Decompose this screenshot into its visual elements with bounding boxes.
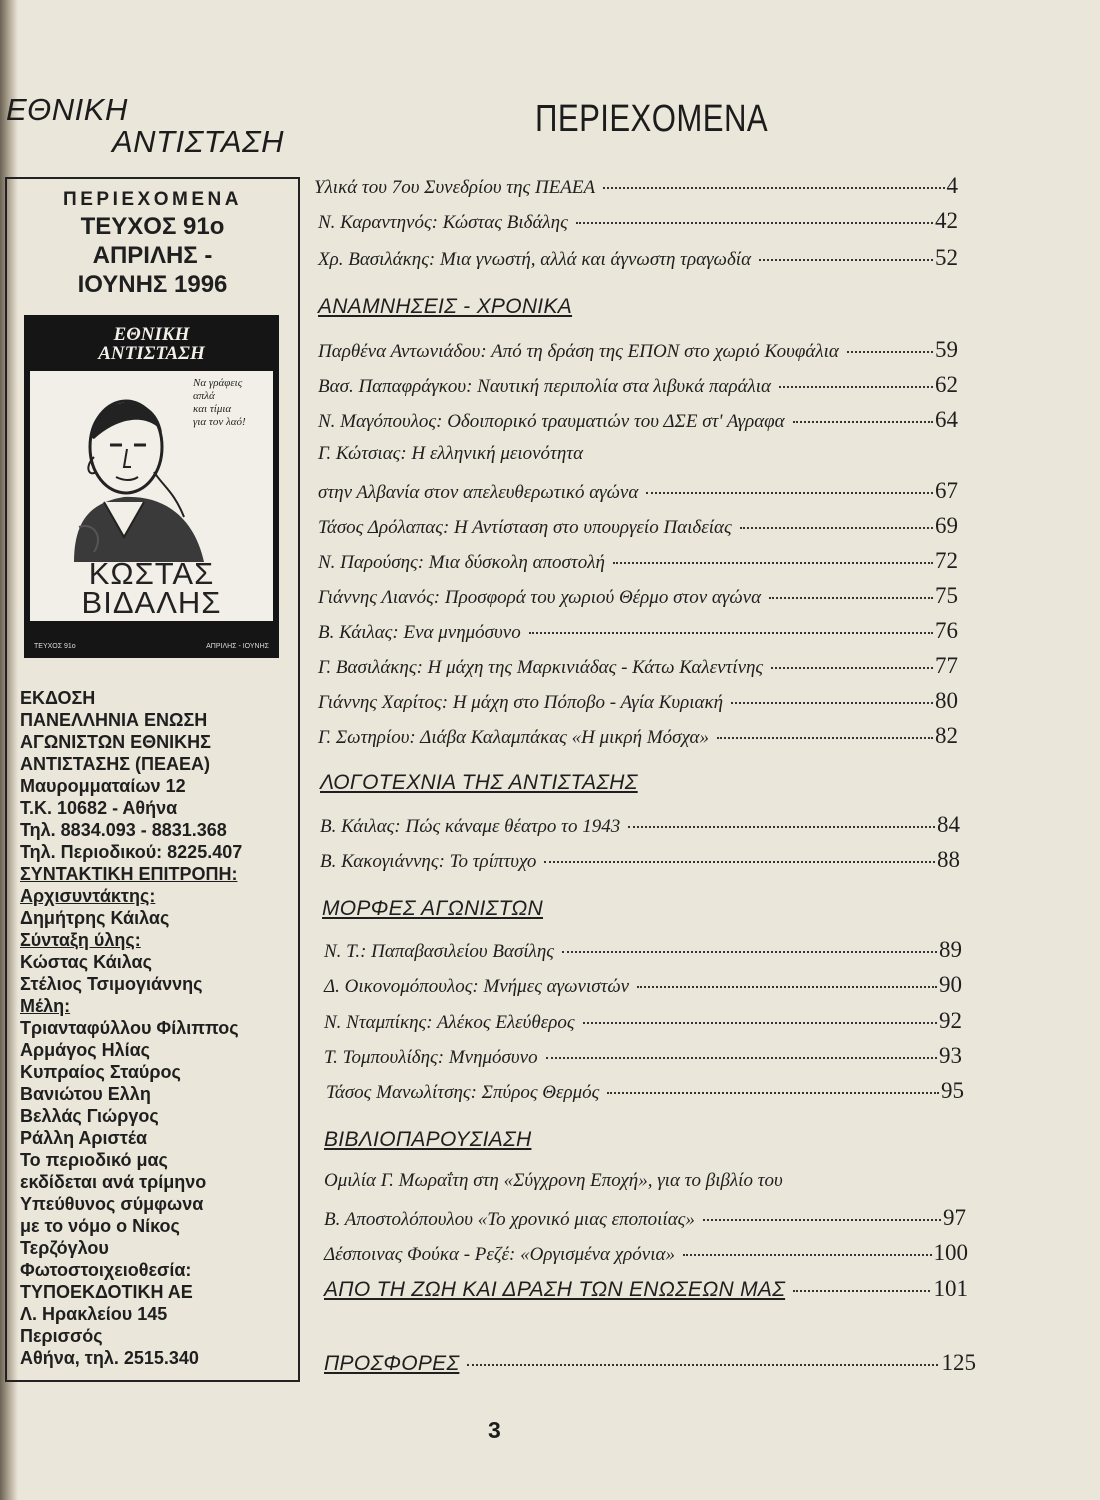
toc-entry-title: Τάσος Μανωλίτσης: Σπύρος Θερμός [326,1082,600,1103]
toc-entry [318,618,958,644]
page-number: 3 [488,1417,501,1443]
leader-dots [607,1092,939,1094]
toc-entry [324,972,962,998]
info-line: Ράλλη Αριστέα [20,1128,148,1148]
section-entry [324,1350,976,1376]
toc-entry-title: Γιάννης Λιανός: Προσφορά του χωριού Θέρμο στον αγώνα [318,587,762,608]
toc-entry [320,847,960,873]
toc-entry-page: 76 [935,618,958,643]
cover-quote-line2: απλά [193,390,215,402]
leader-dots [771,667,933,669]
leader-dots [717,737,933,739]
toc-entry-page: 67 [935,478,958,503]
leader-dots [613,562,933,564]
toc-entry-page: 77 [935,653,958,678]
toc-entry-page: 90 [939,972,962,997]
section-entry [324,1276,968,1302]
leader-dots [646,492,933,494]
info-line: Αρχισυντάκτης: [20,886,156,906]
toc-entry-title: Ν. Μαγόπουλος: Οδοιπορικό τραυματιών του ΔΣΕ στ' Αγραφα [318,411,785,432]
toc-entry [324,1240,968,1266]
sidebar-date-line1: ΑΠΡΙΛΗΣ - [92,242,213,269]
toc-entry [318,407,958,433]
leader-dots [562,951,937,953]
toc-entry-title: Δέσποινας Φούκα - Ρεζέ: «Οργισμένα χρόνια» [324,1244,675,1265]
toc-entry [324,1008,962,1034]
info-line: Αθήνα, τηλ. 2515.340 [20,1348,199,1368]
section-heading: ΜΟΡΦΕΣ ΑΓΩΝΙΣΤΩΝ [322,897,544,920]
toc-entry-title: Τ. Τομπουλίδης: Μνημόσυνο [324,1047,538,1068]
leader-dots [576,222,933,224]
info-line: ΑΓΩΝΙΣΤΩΝ ΕΘΝΙΚΗΣ [20,732,211,752]
toc-entry-title: Τάσος Δρόλαπας: Η Αντίσταση στο υπουργείο Παιδείας [318,517,732,538]
info-line: Τηλ. 8834.093 - 8831.368 [20,820,227,840]
info-line: Κυπραίος Σταύρος [20,1062,181,1082]
toc-entry [318,337,958,363]
toc-entry [318,372,958,398]
cover-title-line1: ΕΘΝΙΚΗ [113,324,190,345]
toc-entry [318,478,958,504]
info-line: με το νόμο ο Νίκος [20,1216,180,1236]
toc-entry-page: 82 [935,723,958,748]
leader-dots [628,826,935,828]
sidebar-issue: ΤΕΥΧΟΣ 91ο [80,213,225,240]
info-line: Μέλη: [20,996,71,1016]
info-line: Λ. Ηρακλείου 145 [20,1304,168,1324]
toc-entry [324,937,962,963]
info-line: Τηλ. Περιοδικού: 8225.407 [20,842,243,862]
toc-entry-title: Παρθένα Αντωνιάδου: Από τη δράση της ΕΠΟΝ στο χωριό Κουφάλια [318,341,839,362]
toc-entry-page: 84 [937,812,960,837]
info-line: εκδίδεται ανά τρίμηνο [20,1172,207,1192]
toc-entry-title: Γ. Βασιλάκης: Η μάχη της Μαρκινιάδας - Κάτω Καλεντίνης [318,657,764,678]
toc-entry-title: Ν. Τ.: Παπαβασιλείου Βασίλης [324,941,554,962]
info-line: Κώστας Κάιλας [20,952,152,972]
section-entry-page: 125 [941,1350,976,1375]
toc-entry-page: 62 [935,372,958,397]
toc-entry [318,245,958,271]
info-line: ΑΝΤΙΣΤΑΣΗΣ (ΠΕΑΕΑ) [20,754,211,774]
cover-foot-left: ΤΕΥΧΟΣ 91ο [34,643,76,650]
sidebar-heading: ΠΕΡΙΕΧΟΜΕΝΑ [63,189,242,210]
toc-entry [318,583,958,609]
cover-foot-right: ΑΠΡΙΛΗΣ - ΙΟΥΝΗΣ [206,643,269,650]
info-line: Το περιοδικό μας [20,1150,168,1170]
toc-entry-title: Χρ. Βασιλάκης: Μια γνωστή, αλλά και άγνωστη τραγωδία [318,249,752,270]
info-line: Τερζόγλου [20,1238,109,1258]
toc-entry-title: Β. Αποστολόπουλου «Το χρονικό μιας εποποιίας» [324,1209,695,1230]
toc-entry [314,173,958,199]
toc-entry-title: Βασ. Παπαφράγκου: Ναυτική περιπολία στα λιβυκά παράλια [318,376,772,397]
leader-dots [769,597,933,599]
leader-dots [740,527,933,529]
section-entry-title: ΑΠΟ ΤΗ ΖΩΗ ΚΑΙ ΔΡΑΣΗ ΤΩΝ ΕΝΩΣΕΩΝ ΜΑΣ [324,1278,786,1301]
toc-entry [324,1043,962,1069]
cover-quote-line3: και τίμια [193,403,232,415]
cover-quote-line1: Να γράφεις [193,377,243,389]
leader-dots [544,861,935,863]
info-line: Βανιώτου Ελλη [20,1084,151,1104]
toc-entry-title: Ν. Νταμπίκης: Αλέκος Ελεύθερος [324,1012,575,1033]
toc-entry-page: 89 [939,937,962,962]
info-line: Φωτοστοιχειοθεσία: [20,1260,192,1280]
toc-entry-title: Γιάννης Χαρίτος: Η μάχη στο Πόποβο - Αγία Κυριακή [318,692,724,713]
toc-entry-page: 80 [935,688,958,713]
toc-entry-page: 69 [935,513,958,538]
leader-dots [703,1219,941,1221]
toc-entry [320,812,960,838]
toc-entry-page: 100 [933,1240,968,1265]
toc-entry-page: 59 [935,337,958,362]
magazine-title-line1: ΕΘΝΙΚΗ [6,92,128,127]
toc-entry [318,723,958,749]
info-line: Υπεύθυνος σύμφωνα [20,1194,204,1214]
toc-entry-page: 64 [935,407,958,432]
info-line: Τ.Κ. 10682 - Αθήνα [20,798,178,818]
leader-dots [583,1022,937,1024]
toc-entry [318,513,958,539]
toc-entry-page: 93 [939,1043,962,1068]
leader-dots [731,702,933,704]
leader-dots [546,1057,937,1059]
info-line: Στέλιος Τσιμογιάννης [20,974,203,994]
toc-entry-title: Ν. Καραντηνός: Κώστας Βιδάλης [318,212,568,233]
toc-entry-title: Γ. Κώτσιας: Η ελληνική μειονότητα [318,443,584,464]
info-line: ΠΑΝΕΛΛΗΝΙΑ ΕΝΩΣΗ [20,710,208,730]
leader-dots [637,986,937,988]
cover-quote-line4: για τον λαό! [193,416,246,428]
toc-entry-title: Β. Κάιλας: Ενα μνημόσυνο [318,622,521,643]
toc-entry-title: Γ. Σωτηρίου: Διάβα Καλαμπάκας «Η μικρή Μόσχα» [318,727,709,748]
toc-entry-page: 72 [935,548,958,573]
info-line: Βελλάς Γιώργος [20,1106,159,1126]
cover-name-line1: ΚΩΣΤΑΣ [88,556,215,591]
toc-entry-page: 88 [937,847,960,872]
sidebar-date-line2: ΙΟΥΝΗΣ 1996 [77,271,228,298]
info-line: ΕΚΔΟΣΗ [20,688,96,708]
section-entry-title: ΠΡΟΣΦΟΡΕΣ [324,1352,460,1375]
info-line: Μαυρομματαίων 12 [20,776,186,796]
info-line: Αρμάγος Ηλίας [20,1040,151,1060]
info-line: Σύνταξη ύλης: [20,930,141,950]
toc-entry [318,653,958,679]
leader-dots [603,187,944,189]
leader-dots [793,421,933,423]
toc-entry-page: 42 [935,208,958,233]
toc-entry-title: Β. Κακογιάννης: Το τρίπτυχο [320,851,537,872]
cover-name-line2: ΒΙΔΑΛΗΣ [81,585,222,620]
page-heading: ΠΕΡΙΕΧΟΜΕΝΑ [535,98,769,140]
toc-entry-page: 4 [946,173,958,198]
leader-dots [683,1254,932,1256]
toc-entry [326,1078,964,1104]
toc-entry-page: 75 [935,583,958,608]
toc-entry-title: Β. Κάιλας: Πώς κάναμε θέατρο το 1943 [320,816,621,837]
leader-dots [793,1290,929,1292]
toc-entry [318,688,958,714]
leader-dots [779,386,933,388]
toc-entry [324,1205,966,1231]
info-line: Τριανταφύλλου Φίλιππος [20,1018,239,1038]
section-heading: ΒΙΒΛΙΟΠΑΡΟΥΣΙΑΣΗ [324,1128,532,1151]
section-entry-page: 101 [933,1276,968,1301]
info-line: Δημήτρης Κάιλας [20,908,170,928]
toc-entry-title: στην Αλβανία στον απελευθερωτικό αγώνα [318,482,639,503]
toc-entry-title: Υλικά του 7ου Συνεδρίου της ΠΕΑΕΑ [314,177,596,198]
toc-entry [318,548,958,574]
toc-entry-page: 95 [941,1078,964,1103]
section-heading: ΑΝΑΜΝΗΣΕΙΣ - ΧΡΟΝΙΚΑ [318,295,573,318]
leader-dots [529,632,933,634]
leader-dots [759,259,933,261]
leader-dots [847,351,933,353]
info-line: ΣΥΝΤΑΚΤΙΚΗ ΕΠΙΤΡΟΠΗ: [20,864,238,884]
toc-entry-page: 92 [939,1008,962,1033]
toc-entry [324,1170,964,1192]
leader-dots [467,1364,937,1366]
toc-entry-page: 97 [943,1205,966,1230]
toc-entry [318,208,958,234]
toc-entry [318,443,958,465]
cover-title-line2: ΑΝΤΙΣΤΑΣΗ [98,343,205,364]
toc-entry-title: Ομιλία Γ. Μωραΐτη στη «Σύγχρονη Εποχή», για το βιβλίο του [324,1170,783,1191]
toc-entry-page: 52 [935,245,958,270]
toc-entry-title: Δ. Οικονομόπουλος: Μνήμες αγωνιστών [324,976,630,997]
info-line: Περισσός [20,1326,103,1346]
info-line: ΤΥΠΟΕΚΔΟΤΙΚΗ ΑΕ [20,1282,193,1302]
toc-entry-title: Ν. Παρούσης: Μια δύσκολη αποστολή [318,552,605,573]
magazine-title-line2: ΑΝΤΙΣΤΑΣΗ [112,124,284,159]
section-heading: ΛΟΓΟΤΕΧΝΙΑ ΤΗΣ ΑΝΤΙΣΤΑΣΗΣ [320,771,638,794]
